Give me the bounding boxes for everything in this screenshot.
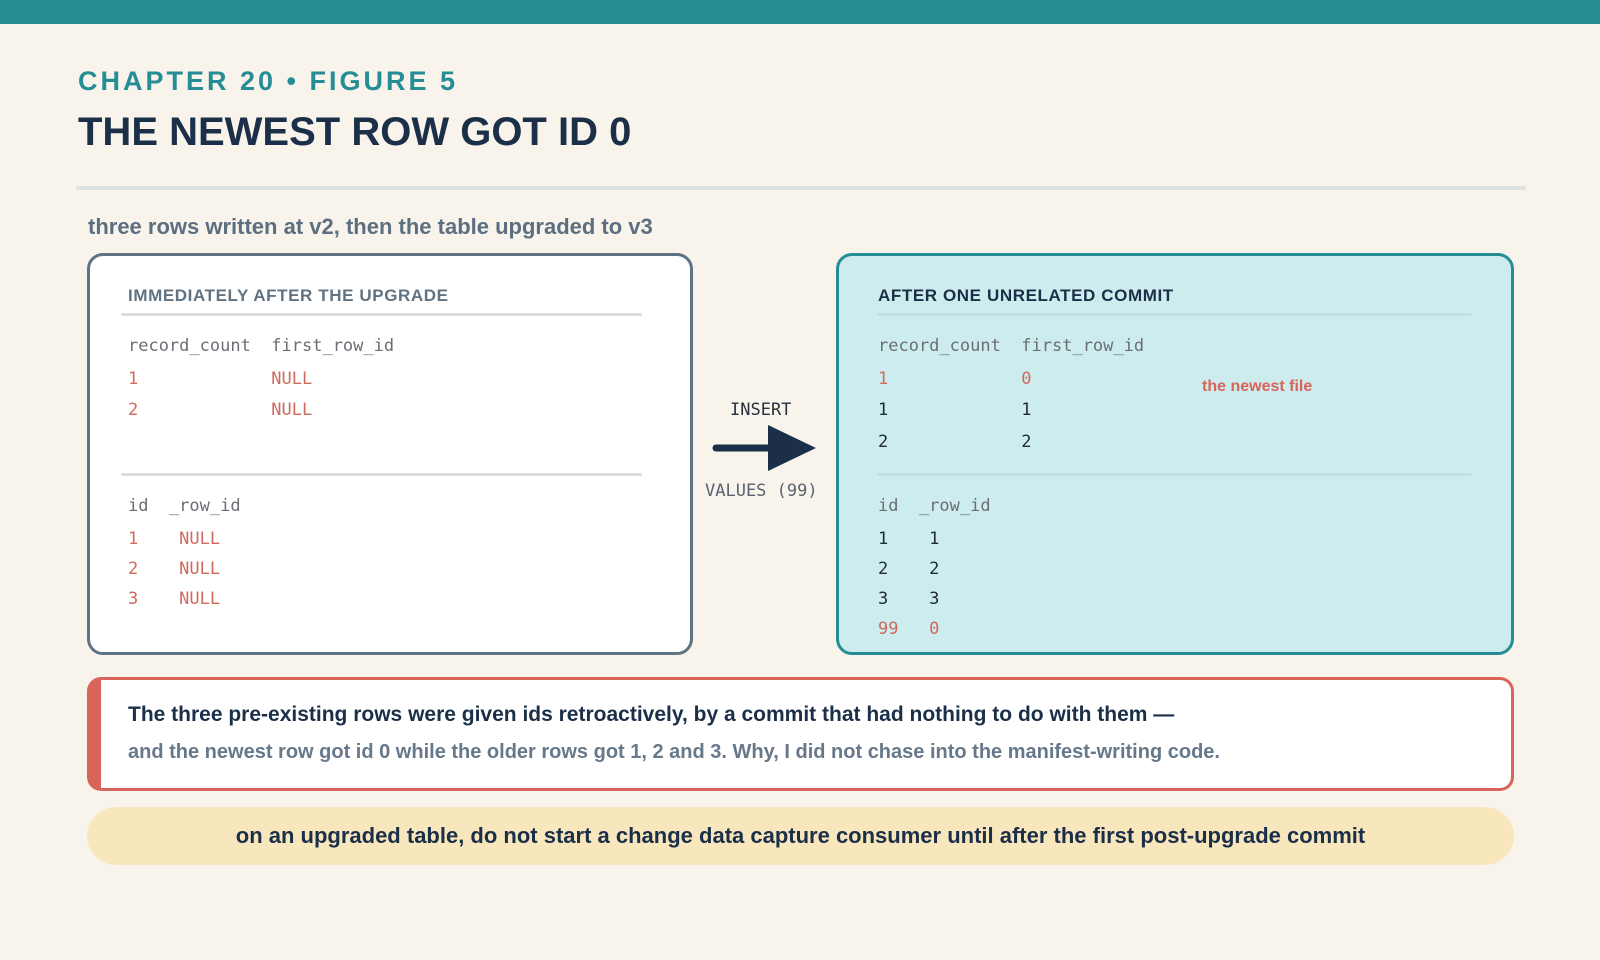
- advice-note: on an upgraded table, do not start a change data capture consumer until after the first post-upgrade commit: [87, 807, 1514, 865]
- before-tables-divider: [121, 473, 642, 476]
- before-files-header: record_count first_row_id: [128, 336, 395, 356]
- after-files-row: 2 2: [878, 432, 1032, 452]
- before-files-row: 2 NULL: [128, 400, 313, 420]
- before-heading-divider: [121, 313, 642, 316]
- callout-main-text: The three pre-existing rows were given ids retroactively, by a commit that had nothing to do with them —: [128, 703, 1175, 726]
- figure-subtitle: three rows written at v2, then the table upgraded to v3: [88, 214, 653, 239]
- chapter-kicker: CHAPTER 20 • FIGURE 5: [78, 66, 459, 96]
- arrow-bottom-label: VALUES (99): [705, 481, 818, 501]
- before-rows-header: id _row_id: [128, 496, 241, 516]
- before-rows-row: 1 NULL: [128, 529, 221, 549]
- right-arrow-icon: [712, 424, 818, 474]
- after-rows-row: 3 3: [878, 589, 940, 609]
- before-panel-heading: IMMEDIATELY AFTER THE UPGRADE: [128, 286, 449, 305]
- after-panel-heading: AFTER ONE UNRELATED COMMIT: [878, 286, 1174, 305]
- title-rule: [76, 186, 1526, 190]
- before-rows-row: 3 NULL: [128, 589, 221, 609]
- top-accent-bar: [0, 0, 1600, 24]
- after-heading-divider: [877, 313, 1472, 316]
- explanation-callout: [87, 677, 1514, 791]
- before-panel: [87, 253, 693, 655]
- after-panel: [836, 253, 1514, 655]
- after-files-row: 1 1: [878, 400, 1032, 420]
- before-files-row: 1 NULL: [128, 369, 313, 389]
- newest-file-annotation: the newest file: [1202, 378, 1313, 395]
- after-files-row: 1 0: [878, 369, 1032, 389]
- after-rows-row: 1 1: [878, 529, 940, 549]
- arrow-top-label: INSERT: [730, 400, 792, 420]
- after-rows-header: id _row_id: [878, 496, 991, 516]
- figure-title: THE NEWEST ROW GOT ID 0: [78, 110, 632, 154]
- after-tables-divider: [877, 473, 1472, 476]
- before-rows-row: 2 NULL: [128, 559, 221, 579]
- callout-sub-text: and the newest row got id 0 while the older rows got 1, 2 and 3. Why, I did not chase into the manifest-writing code.: [128, 741, 1220, 763]
- after-rows-row: 2 2: [878, 559, 940, 579]
- after-rows-row: 99 0: [878, 619, 940, 639]
- after-files-header: record_count first_row_id: [878, 336, 1145, 356]
